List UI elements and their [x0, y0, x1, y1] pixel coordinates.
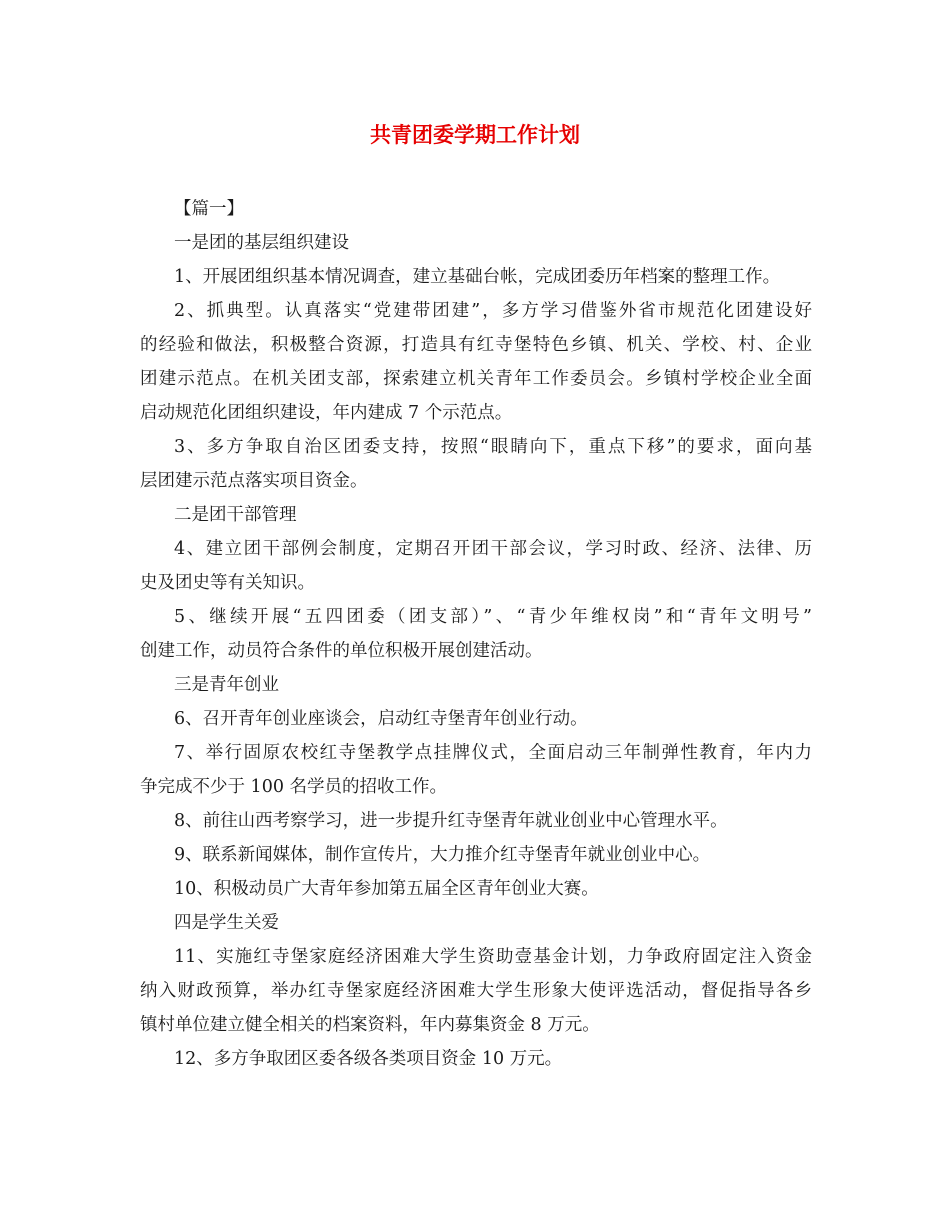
- paragraph-line: 4、建立团干部例会制度，定期召开团干部会议，学习时政、经济、法律、历: [174, 539, 812, 559]
- paragraph-line: 12、多方争取团区委各级各类项目资金 10 万元。: [174, 1049, 563, 1069]
- document-body: [140, 192, 812, 1076]
- paragraph-line: 8、前往山西考察学习，进一步提升红寺堡青年就业创业中心管理水平。: [174, 811, 728, 831]
- paragraph-line: 史及团史等有关知识。: [140, 573, 315, 593]
- paragraph-line: 6、召开青年创业座谈会，启动红寺堡青年创业行动。: [174, 709, 588, 729]
- paragraph-line: 创建工作，动员符合条件的单位积极开展创建活动。: [140, 641, 543, 661]
- paragraph-line: 2、抓典型。认真落实“党建带团建”，多方学习借鉴外省市规范化团建设好: [174, 301, 812, 321]
- paragraph-line: 团建示范点。在机关团支部，探索建立机关青年工作委员会。乡镇村学校企业全面: [140, 369, 812, 389]
- paragraph-line: 镇村单位建立健全相关的档案资料，年内募集资金 8 万元。: [140, 1015, 600, 1035]
- paragraph-line: 争完成不少于 100 名学员的招收工作。: [140, 777, 448, 797]
- paragraph-line: 3、多方争取自治区团委支持，按照“眼睛向下，重点下移”的要求，面向基: [174, 437, 812, 457]
- section-heading: 四是学生关爱: [174, 913, 279, 933]
- paragraph-line: 的经验和做法，积极整合资源，打造具有红寺堡特色乡镇、机关、学校、村、企业: [140, 335, 812, 355]
- paragraph-line: 启动规范化团组织建设，年内建成 7 个示范点。: [140, 403, 513, 423]
- paragraph-line: 5、继续开展“五四团委（团支部）”、“青少年维权岗”和“青年文明号”: [174, 607, 812, 627]
- paragraph-line: 1、开展团组织基本情况调查，建立基础台帐，完成团委历年档案的整理工作。: [174, 267, 781, 287]
- paragraph-line: 层团建示范点落实项目资金。: [140, 471, 368, 491]
- section-heading: 二是团干部管理: [174, 505, 297, 525]
- paragraph-line: 7、举行固原农校红寺堡教学点挂牌仪式，全面启动三年制弹性教育，年内力: [174, 743, 812, 763]
- section-heading: 三是青年创业: [174, 675, 279, 695]
- paragraph-line: 9、联系新闻媒体，制作宣传片，大力推介红寺堡青年就业创业中心。: [174, 845, 711, 865]
- paragraph-line: 11、实施红寺堡家庭经济困难大学生资助壹基金计划，力争政府固定注入资金: [174, 947, 812, 967]
- section-marker: 【篇一】: [174, 199, 244, 219]
- paragraph-line: 纳入财政预算，举办红寺堡家庭经济困难大学生形象大使评选活动，督促指导各乡: [140, 981, 812, 1001]
- document-title: 共青团委学期工作计划: [370, 122, 580, 147]
- paragraph-line: 10、积极动员广大青年参加第五届全区青年创业大赛。: [174, 879, 599, 899]
- section-heading: 一是团的基层组织建设: [174, 233, 349, 253]
